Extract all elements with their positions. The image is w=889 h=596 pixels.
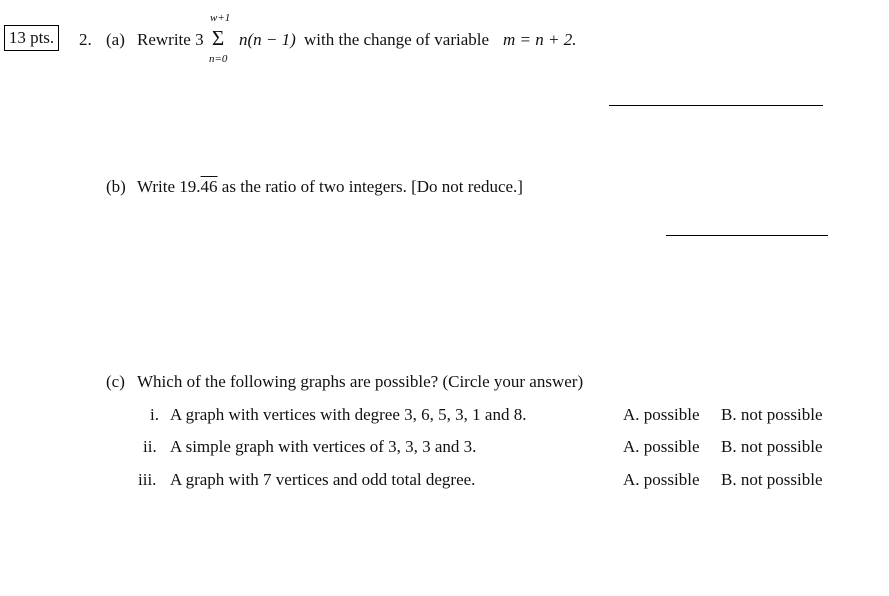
item-iii-text: A graph with 7 vertices and odd total degree. <box>170 470 476 489</box>
answer-line-a[interactable] <box>609 105 823 106</box>
sigma-symbol: Σ <box>212 26 225 50</box>
sum-lower-limit: n=0 <box>209 53 228 65</box>
item-i-option-b[interactable]: B. not possible <box>721 405 823 424</box>
substitution: m = n + 2. <box>503 30 577 49</box>
item-ii-number: ii. <box>143 437 157 456</box>
part-a-text-after: with the change of variable <box>304 30 490 49</box>
part-b-label: (b) <box>106 177 126 196</box>
repeating-digits: 46 <box>200 177 218 196</box>
item-i-text: A graph with vertices with degree 3, 6, 5, 3, 1 and 8. <box>170 405 527 424</box>
points-box <box>4 25 59 51</box>
part-a-label: (a) <box>106 30 125 49</box>
problem-number: 2. <box>79 30 92 49</box>
answer-line-b[interactable] <box>666 235 828 236</box>
item-ii-option-b[interactable]: B. not possible <box>721 437 823 456</box>
item-ii-text: A simple graph with vertices of 3, 3, 3 and 3. <box>170 437 477 456</box>
part-c-label: (c) <box>106 372 125 391</box>
item-iii-option-a[interactable]: A. possible <box>623 470 700 489</box>
part-b-text <box>137 177 523 197</box>
part-c-question: Which of the following graphs are possible? (Circle your answer) <box>137 372 584 391</box>
item-i-number: i. <box>150 405 159 424</box>
part-b-text-after: as the ratio of two integers. [Do not reduce.] <box>221 177 523 196</box>
points-label: 13 pts. <box>8 28 55 47</box>
part-a-text-before: Rewrite 3 <box>137 30 204 49</box>
part-b-text-before: Write 19. <box>137 177 201 196</box>
item-ii-option-a[interactable]: A. possible <box>623 437 700 456</box>
sum-term: n(n − 1) <box>239 30 296 49</box>
item-iii-number: iii. <box>138 470 157 489</box>
item-i-option-a[interactable]: A. possible <box>623 405 700 424</box>
sum-upper-limit: w+1 <box>210 12 231 24</box>
item-iii-option-b[interactable]: B. not possible <box>721 470 823 489</box>
